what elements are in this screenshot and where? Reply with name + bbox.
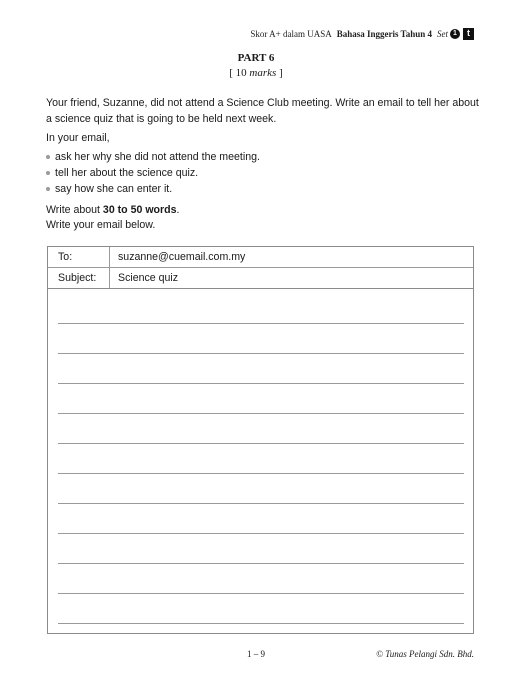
set-number-badge: 1 — [450, 29, 460, 39]
writing-line — [58, 623, 464, 624]
writing-line — [58, 563, 464, 564]
subject-label: Subject: — [58, 272, 97, 284]
instruction-prefix: Write about — [46, 204, 103, 216]
set-label: Set — [437, 29, 448, 39]
list-item-text: ask her why she did not attend the meeting. — [55, 151, 260, 163]
writing-line — [58, 383, 464, 384]
writing-line — [58, 533, 464, 534]
bullet-icon — [46, 155, 50, 159]
marks-label: [ 10 marks ] — [229, 67, 283, 79]
list-item-text: say how she can enter it. — [55, 183, 173, 195]
word-range: 30 to 50 words — [102, 204, 177, 216]
writing-line — [58, 353, 464, 354]
writing-line — [58, 323, 464, 324]
writing-lines[interactable] — [58, 289, 464, 631]
task-prompt: Your friend, Suzanne, did not attend a Science Club meeting. Write an email to tell her about a science quiz that is going to be held next week. — [46, 97, 479, 125]
instruction-suffix: . — [176, 204, 180, 216]
row-divider — [109, 268, 110, 288]
logo-letter: t — [467, 28, 470, 38]
copyright-notice: © Tunas Pelangi Sdn. Bhd. — [376, 649, 474, 659]
email-to-row — [48, 247, 473, 268]
part-title: PART 6 — [237, 52, 275, 64]
word-count-instruction — [46, 204, 179, 216]
list-item — [46, 165, 260, 181]
book-title: Bahasa Inggeris Tahun 4 — [336, 29, 432, 39]
marks-word: marks — [249, 67, 277, 79]
page-header — [250, 28, 474, 40]
list-item — [46, 181, 260, 197]
writing-line — [58, 473, 464, 474]
list-item-text: tell her about the science quiz. — [55, 167, 199, 179]
email-answer-box — [47, 246, 474, 634]
marks-number: 10 — [235, 67, 247, 79]
writing-line — [58, 503, 464, 504]
writing-line — [58, 443, 464, 444]
row-divider — [109, 247, 110, 267]
series-title: Skor A+ dalam UASA — [250, 29, 332, 39]
bullet-icon — [46, 187, 50, 191]
requirement-list — [46, 149, 260, 197]
to-label: To: — [58, 251, 73, 263]
email-lead-in: In your email, — [46, 132, 110, 144]
page-number: 1 – 9 — [247, 649, 265, 659]
bullet-icon — [46, 171, 50, 175]
writing-line — [58, 593, 464, 594]
writing-line — [58, 413, 464, 414]
to-value: suzanne@cuemail.com.my — [118, 251, 246, 263]
publisher-logo-icon — [463, 28, 474, 40]
subject-value: Science quiz — [118, 272, 179, 284]
email-subject-row — [48, 268, 473, 289]
write-instruction: Write your email below. — [46, 219, 156, 231]
list-item — [46, 149, 260, 165]
